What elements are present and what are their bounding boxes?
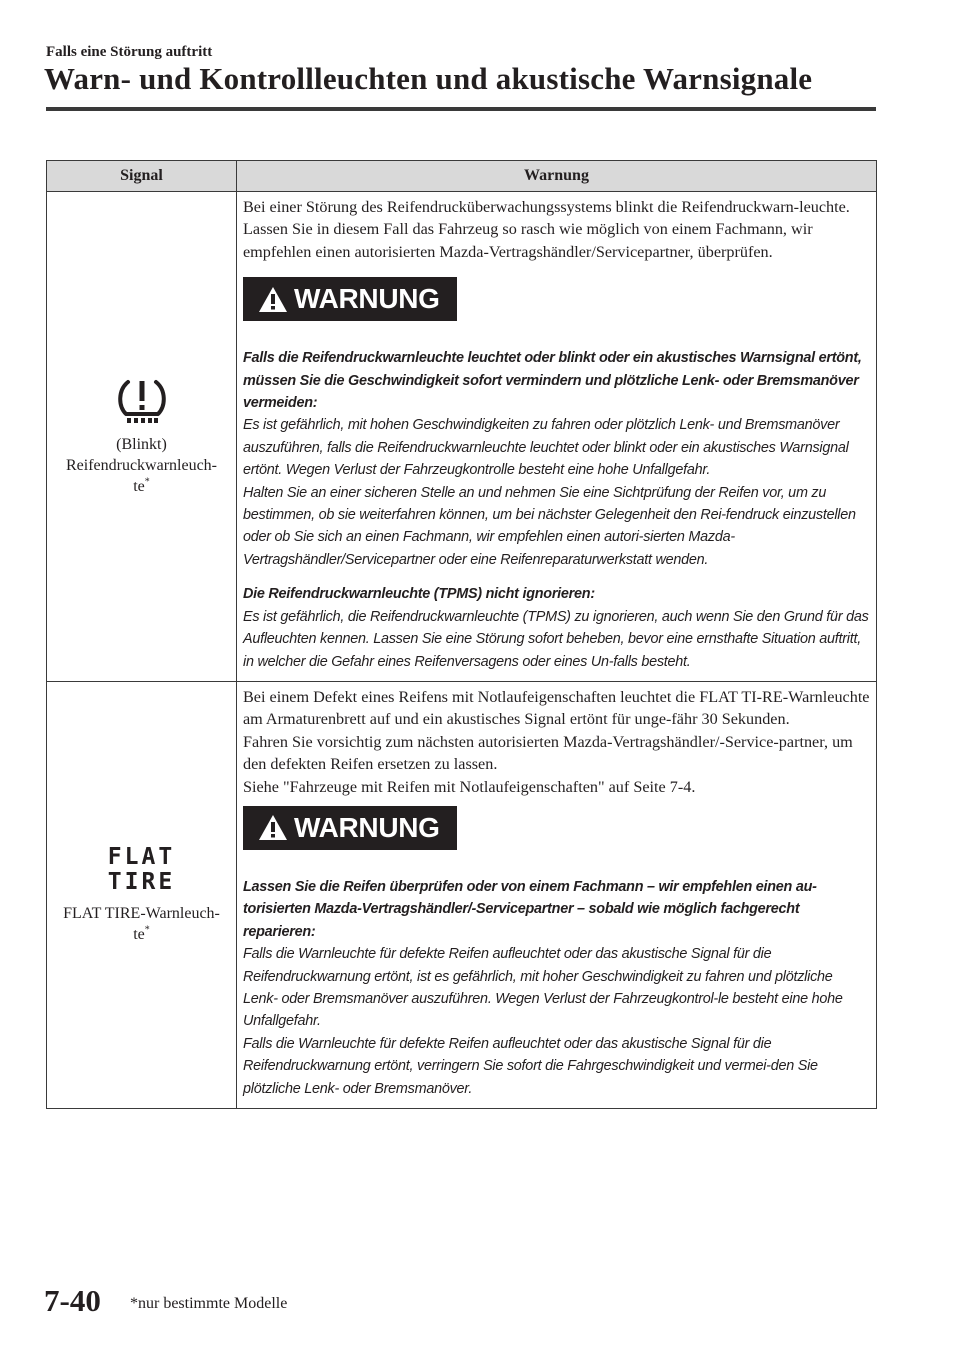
- signal-name-end: te*: [133, 924, 150, 943]
- warning-banner: [243, 277, 457, 321]
- footnote: *nur bestimmte Modelle: [130, 1295, 288, 1312]
- title-rule: [46, 107, 876, 111]
- footnote-mark: *: [144, 924, 150, 936]
- flat-tire-warning-icon: FLAT TIRE: [107, 843, 176, 895]
- table-header-row: [47, 161, 877, 192]
- intro-text: Bei einer Störung des Reifendrucküberwachungssystems blinkt die Reifendruckwarn-leuchte. Lassen Sie in diesem Fall das Fahrzeug so rasch wie möglich von einem Fachmann, wir empfehlen einen autorisierten Mazda-Vertragshändler/Servicepartner, überprüfen.: [243, 198, 850, 261]
- intro-text: Fahren Sie vorsichtig zum nächsten autorisierten Mazda-Vertragshändler/-Service-partner, um den defekten Reifen ersetzen zu lassen.: [243, 732, 853, 774]
- warning-cell: [237, 681, 877, 1108]
- page-number: 7-40: [44, 1283, 101, 1318]
- column-header-signal: Signal: [47, 161, 237, 192]
- intro-text: Siehe "Fahrzeuge mit Reifen mit Notlaufeigenschaften" auf Seite 7-4.: [243, 777, 696, 796]
- warning-text: Falls die Warnleuchte für defekte Reifen aufleuchtet oder das akustische Signal für die Reifendruckwarnung ertönt, verringern Sie sofort die Fahrgeschwindigkeit und vermei-den Sie plötzliche Lenk- oder Bremsmanöver.: [243, 1035, 818, 1097]
- column-header-warning: Warnung: [237, 161, 877, 192]
- signal-name: Reifendruckwarnleuch-: [65, 456, 218, 474]
- tire-pressure-warning-icon: [116, 376, 168, 426]
- warning-text: Halten Sie an einer sicheren Stelle an und nehmen Sie eine Sichtprüfung der Reifen vor, um zu bestimmen, ob sie weiterfahren können, um bei nächster Gelegenheit den Rei-fendruck einzustellen oder ob Sie sich an einen Fachmann, wir empfehlen einen autori-sierten Mazda-Vertragshändler/Servicepartner oder eine Reifenreparaturwerkstatt wenden.: [243, 484, 856, 568]
- warning-label: WARNUNG: [294, 811, 440, 843]
- intro-text: Bei einem Defekt eines Reifens mit Notlaufeigenschaften leuchtet die FLAT TI-RE-Warnleuchte am Armaturenbrett auf und ein akustisches Signal ertönt für unge-fähr 30 Sekunden.: [243, 687, 870, 729]
- warning-text: Es ist gefährlich, mit hohen Geschwindigkeiten zu fahren oder plötzlich Lenk- und Bremsmanöver auszuführen, falls die Reifendruckwarnleuchte leuchtet oder blinkt oder ein akustisches Warnsignal ertönt. Wegen Verlust der Fahrzeugkontrolle besteht eine hohe Unfallgefahr.: [243, 417, 849, 479]
- warning-heading: Die Reifendruckwarnleuchte (TPMS) nicht ignorieren:: [243, 586, 595, 603]
- warning-text: Es ist gefährlich, die Reifendruckwarnleuchte (TPMS) zu ignorieren, auch wenn Sie den Grund für das Aufleuchten kennen. Lassen Sie eine Störung sofort beheben, bevor eine ernsthafte Situation auftritt, in welcher die Gefahr eines Reifenversagens oder eines Un-falls besteht.: [243, 608, 869, 670]
- signal-state: (Blinkt): [116, 435, 167, 453]
- signal-name: FLAT TIRE-Warnleuch-: [63, 904, 220, 922]
- warning-text: Falls die Warnleuchte für defekte Reifen aufleuchtet oder das akustische Signal für die Reifendruckwarnung ertönt, ist es gefährlich, mit hoher Geschwindigkeit zu fahren und plötzliche Lenk- oder Bremsmanöver auszuführen. Wegen Verlust der Fahrzeugkontrol-le besteht eine hohe Unfallgefahr.: [243, 946, 843, 1030]
- signal-cell: [47, 192, 237, 682]
- warning-table: [46, 160, 877, 1109]
- footnote-mark: *: [144, 476, 150, 488]
- warning-banner: [243, 806, 457, 850]
- warning-heading: Falls die Reifendruckwarnleuchte leuchtet oder blinkt oder ein akustisches Warnsignal ertönt, müssen Sie die Geschwindigkeit sofort vermindern und plötzliche Lenk- oder Bremsmanöver vermeiden:: [243, 350, 862, 412]
- table-row: [47, 192, 877, 682]
- warning-heading: Lassen Sie die Reifen überprüfen oder von einem Fachmann – wir empfehlen einen au-torisierten Mazda-Vertragshändler/-Servicepartner – sobald wie möglich fachgerecht reparieren:: [243, 878, 817, 940]
- warning-triangle-icon: [258, 286, 288, 313]
- signal-cell: [47, 681, 237, 1108]
- signal-name-end: te*: [133, 476, 150, 495]
- warning-triangle-icon: [258, 814, 288, 841]
- warning-cell: [237, 192, 877, 682]
- table-row: [47, 681, 877, 1108]
- page-title: Warn- und Kontrollleuchten und akustische Warnsignale: [44, 61, 813, 96]
- warning-label: WARNUNG: [294, 283, 440, 315]
- section-label: Falls eine Störung auftritt: [46, 44, 213, 60]
